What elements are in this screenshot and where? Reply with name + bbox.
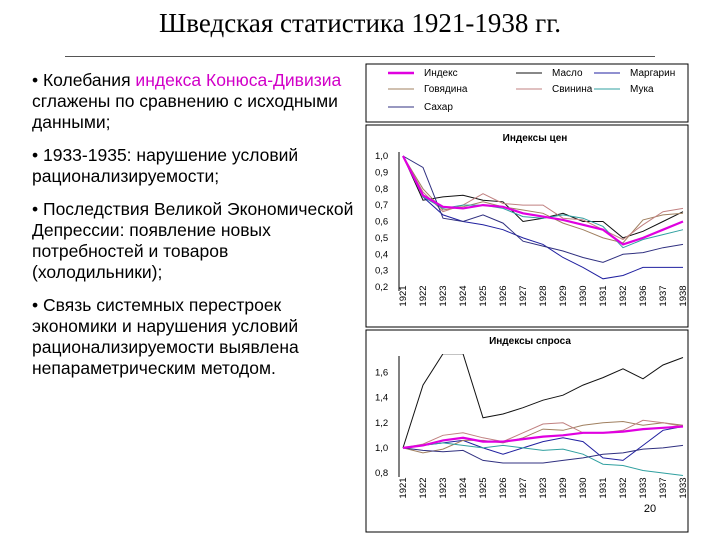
x-tick-label: 1924	[458, 477, 469, 499]
bullet-text: • Связь системных перестроек экономики и нарушения условий рационализируемости выявлена непараметрическим методом.	[32, 295, 299, 378]
x-tick-label: 1929	[558, 285, 569, 307]
y-tick-label: 0,2	[375, 282, 389, 293]
x-tick-label: 1930	[578, 285, 589, 307]
demand-chart-title: Индексы спроса	[489, 336, 571, 347]
y-tick-label: 0,7	[375, 200, 389, 212]
x-tick-label: 1924	[458, 285, 469, 307]
x-tick-label: 1925	[478, 477, 489, 499]
series-line-butter	[403, 156, 683, 238]
y-tick-label: 0,6	[375, 216, 389, 228]
x-tick-label: 1931	[598, 285, 609, 307]
series-line-index	[403, 156, 683, 244]
y-tick-label: 0,4	[375, 249, 389, 261]
x-tick-label: 1927	[518, 285, 529, 307]
x-tick-label: 1930	[578, 477, 589, 499]
x-tick-label: 1932	[618, 477, 629, 499]
price-chart	[375, 151, 689, 307]
x-tick-label: 1937	[658, 477, 669, 499]
series-line-beef	[403, 156, 683, 243]
x-tick-label: 1933	[678, 477, 689, 499]
y-tick-label: 1,0	[375, 442, 389, 454]
y-tick-label: 0,9	[375, 167, 389, 179]
legend-label-flour: Мука	[630, 84, 654, 95]
y-tick-label: 0,8	[375, 468, 389, 479]
bullet-text: • 1933-1935: нарушение условий рационализируемости;	[32, 145, 299, 186]
legend-label-sugar: Сахар	[424, 102, 453, 113]
series-group	[403, 354, 683, 476]
x-tick-label: 1938	[678, 285, 689, 307]
legend-label-margarine: Маргарин	[630, 68, 676, 79]
series-line-index	[403, 427, 683, 448]
bullet-text: • Последствия Великой Экономической Депрессии: появление новых потребностей и товаров (холодильники);	[32, 199, 354, 282]
legend-label-index: Индекс	[424, 68, 458, 79]
x-tick-label: 1922	[418, 285, 429, 307]
bullet-text: • Колебания	[32, 70, 136, 90]
x-tick-label: 1929	[558, 477, 569, 499]
y-tick-label: 1,2	[375, 417, 389, 429]
x-tick-label: 1921	[398, 477, 409, 499]
x-tick-label: 1927	[518, 477, 529, 499]
x-tick-label: 1926	[498, 285, 509, 307]
x-tick-label: 1932	[618, 285, 629, 307]
x-tick-label: 1928	[538, 285, 549, 307]
x-tick-label: 1933	[638, 477, 649, 499]
y-tick-label: 0,3	[375, 265, 389, 277]
legend-label-pork: Свинина	[552, 84, 593, 95]
x-tick-label: 1923	[438, 285, 449, 307]
legend-label-beef: Говядина	[424, 84, 468, 95]
page-number: 20	[643, 503, 657, 515]
x-tick-label: 1925	[478, 285, 489, 307]
y-tick-label: 1,4	[375, 392, 389, 404]
x-tick-label: 1922	[418, 477, 429, 499]
series-line-butter	[403, 354, 683, 448]
page-title: Шведская статистика 1921-1938 гг.	[159, 8, 561, 38]
price-chart-title: Индексы цен	[502, 133, 568, 144]
x-tick-label: 1923	[438, 477, 449, 499]
x-tick-label: 1921	[398, 285, 409, 307]
demand-chart	[375, 354, 689, 499]
x-tick-label: 1931	[598, 477, 609, 499]
bullet-text-tail: сглажены по сравнению с исходными данными;	[32, 91, 338, 132]
bullet-highlight: индекса Конюса-Дивизиа	[135, 70, 342, 90]
y-tick-label: 1,0	[375, 151, 389, 162]
series-line-flour	[403, 156, 683, 248]
series-group	[403, 156, 683, 279]
legend-label-butter: Масло	[552, 68, 583, 79]
y-tick-label: 0,8	[375, 183, 389, 195]
x-tick-label: 1926	[498, 477, 509, 499]
y-tick-label: 0,5	[375, 232, 389, 244]
series-line-pork	[403, 156, 683, 240]
x-tick-label: 1937	[658, 285, 669, 307]
y-tick-label: 1,6	[375, 367, 389, 379]
x-tick-label: 1936	[638, 285, 649, 307]
chart-legend	[388, 68, 675, 113]
x-tick-label: 1923	[538, 477, 549, 499]
